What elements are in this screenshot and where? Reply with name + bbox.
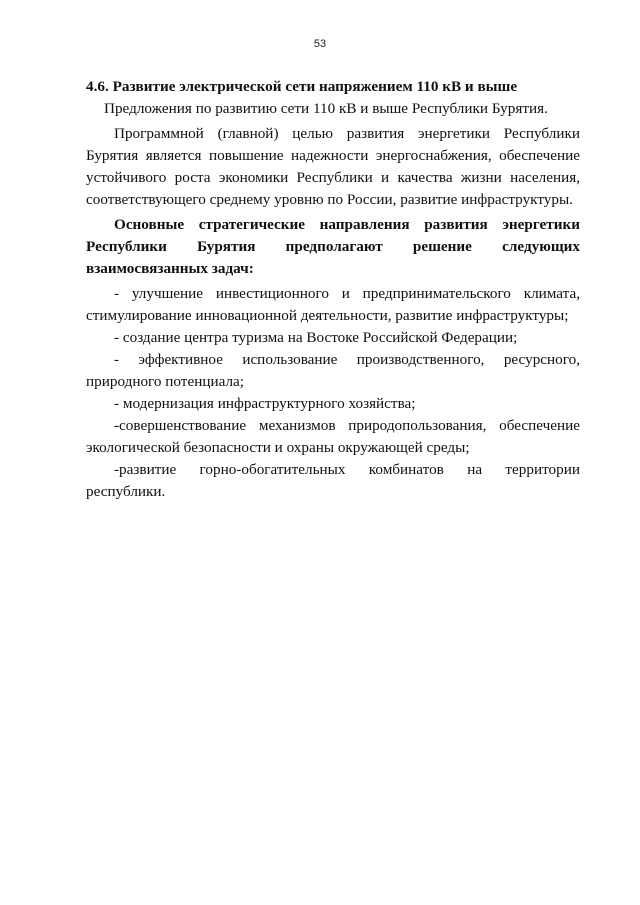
list-item-investment: - улучшение инвестиционного и предпринимательского климата, стимулирование инновационной деятельности, развитие инфраструктуры;	[86, 285, 580, 324]
list-item-resources: - эффективное использование производственного, ресурсного, природного потенциала;	[86, 351, 580, 390]
section-heading: 4.6. Развитие электрической сети напряжением 110 кВ и выше	[86, 78, 518, 95]
page-number: 53	[313, 38, 327, 50]
page-content	[86, 76, 580, 503]
paragraph-intro: Предложения по развитию сети 110 кВ и выше Республики Бурятия.	[104, 100, 548, 117]
list-item-environment: -совершенствование механизмов природопользования, обеспечение экологической безопасности и охраны окружающей среды;	[86, 417, 580, 456]
paragraph-directions: Основные стратегические направления развития энергетики Республики Бурятия предполагают решение следующих взаимосвязанных задач:	[86, 216, 580, 277]
paragraph-goal: Программной (главной) целью развития энергетики Республики Бурятия является повышение надежности энергоснабжения, обеспечение устойчивого роста экономики Республики и качества жизни населения, соответствующего среднему уровню по России, развитие инфраструктуры.	[86, 125, 580, 208]
list-item-mining: -развитие горно-обогатительных комбинатов на территории республики.	[86, 461, 580, 500]
list-item-infrastructure: - модернизация инфраструктурного хозяйства;	[114, 395, 416, 412]
list-item-tourism: - создание центра туризма на Востоке Российской Федерации;	[114, 329, 518, 346]
